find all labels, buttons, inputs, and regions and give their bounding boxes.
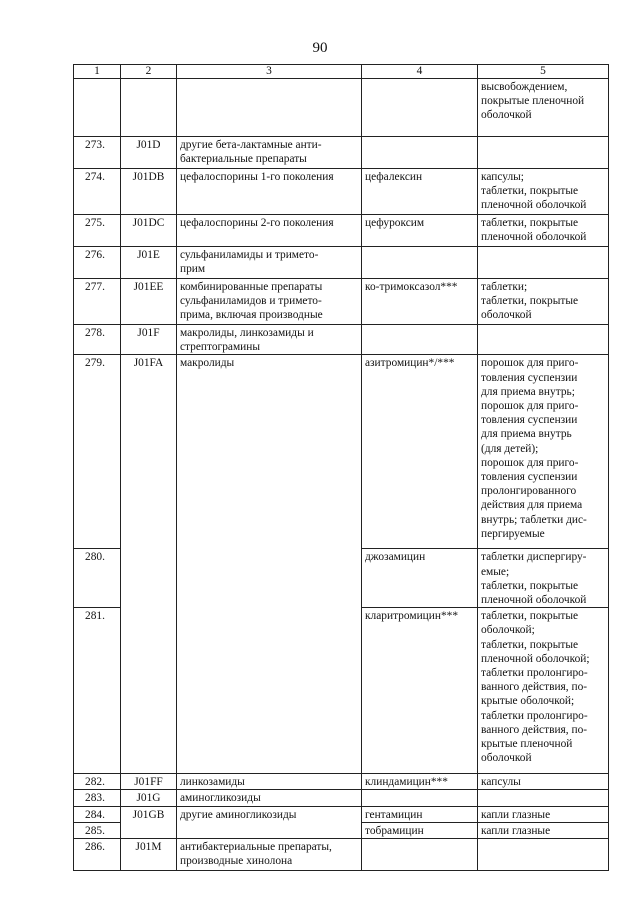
- col-header-4: 4: [362, 65, 478, 79]
- row-number: 275.: [74, 215, 121, 247]
- row-number: 281.: [74, 608, 121, 774]
- row-number: 276.: [74, 247, 121, 279]
- table-row: [74, 822, 609, 838]
- dosage-forms: [478, 839, 609, 871]
- atc-code: J01FF: [121, 774, 177, 790]
- group-name: [177, 608, 362, 774]
- row-number: 285.: [74, 822, 121, 838]
- table-row: [74, 137, 609, 169]
- table-row: [74, 549, 609, 608]
- drug-name: цефуроксим: [362, 215, 478, 247]
- drug-name: [362, 247, 478, 279]
- drug-name: [362, 325, 478, 355]
- dosage-forms: капсулы; таблетки, покрытые пленочной оболочкой: [478, 169, 609, 215]
- dosage-forms: [478, 325, 609, 355]
- col-header-1: 1: [74, 65, 121, 79]
- drug-name: гентамицин: [362, 806, 478, 822]
- group-name: макролиды: [177, 355, 362, 549]
- atc-code: J01EE: [121, 279, 177, 325]
- group-name: макролиды, линкозамиды и стрептограмины: [177, 325, 362, 355]
- dosage-forms: таблетки, покрытые пленочной оболочкой: [478, 215, 609, 247]
- atc-code: [121, 549, 177, 608]
- drug-list-table: [73, 64, 609, 871]
- table-row: [74, 279, 609, 325]
- table-row: [74, 215, 609, 247]
- dosage-forms: таблетки, покрытые оболочкой; таблетки, покрытые пленочной оболочкой; таблетки пролонгиро- ванного действия, по- крытые оболочкой; таблетки пролонгиро- ванного действия, по- крытые пленочной оболочкой: [478, 608, 609, 774]
- group-name: антибактериальные препараты, производные хинолона: [177, 839, 362, 871]
- drug-name: [362, 839, 478, 871]
- col-header-5: 5: [478, 65, 609, 79]
- table-row: [74, 169, 609, 215]
- atc-code: J01FA: [121, 355, 177, 549]
- row-number: 274.: [74, 169, 121, 215]
- atc-code: J01GB: [121, 806, 177, 822]
- group-name: аминогликозиды: [177, 790, 362, 806]
- atc-code: J01F: [121, 325, 177, 355]
- drug-name: [362, 137, 478, 169]
- col-header-2: 2: [121, 65, 177, 79]
- row-number: 282.: [74, 774, 121, 790]
- dosage-forms: капли глазные: [478, 806, 609, 822]
- drug-name: клиндамицин***: [362, 774, 478, 790]
- dosage-forms: капли глазные: [478, 822, 609, 838]
- row-number: 277.: [74, 279, 121, 325]
- atc-code: [121, 822, 177, 838]
- atc-code: J01DC: [121, 215, 177, 247]
- group-name: линкозамиды: [177, 774, 362, 790]
- group-name: сульфаниламиды и тримето- прим: [177, 247, 362, 279]
- table-row: [74, 608, 609, 774]
- row-number: 273.: [74, 137, 121, 169]
- group-name: цефалоспорины 1-го поколения: [177, 169, 362, 215]
- table-row: [74, 325, 609, 355]
- row-number: 280.: [74, 549, 121, 608]
- row-number: 279.: [74, 355, 121, 549]
- group-name: [177, 822, 362, 838]
- atc-code: [121, 608, 177, 774]
- row-number: 284.: [74, 806, 121, 822]
- group-name: цефалоспорины 2-го поколения: [177, 215, 362, 247]
- dosage-forms: таблетки диспергиру- емые; таблетки, покрытые пленочной оболочкой: [478, 549, 609, 608]
- table-row: [74, 839, 609, 871]
- group-name: другие аминогликозиды: [177, 806, 362, 822]
- page-number: 90: [312, 40, 328, 56]
- atc-code: J01E: [121, 247, 177, 279]
- atc-code: J01D: [121, 137, 177, 169]
- group-name: [177, 79, 362, 137]
- atc-code: J01DB: [121, 169, 177, 215]
- row-number: 283.: [74, 790, 121, 806]
- table-row: [74, 247, 609, 279]
- dosage-forms: [478, 790, 609, 806]
- drug-name: азитромицин*/***: [362, 355, 478, 549]
- drug-name: цефалексин: [362, 169, 478, 215]
- col-header-3: 3: [177, 65, 362, 79]
- group-name: другие бета-лактамные анти- бактериальные препараты: [177, 137, 362, 169]
- atc-code: J01M: [121, 839, 177, 871]
- dosage-forms: капсулы: [478, 774, 609, 790]
- table-row: [74, 355, 609, 549]
- row-number: [74, 79, 121, 137]
- drug-name: кларитромицин***: [362, 608, 478, 774]
- drug-name: джозамицин: [362, 549, 478, 608]
- drug-name: ко-тримоксазол***: [362, 279, 478, 325]
- drug-name: тобрамицин: [362, 822, 478, 838]
- table-row: [74, 790, 609, 806]
- atc-code: [121, 79, 177, 137]
- atc-code: J01G: [121, 790, 177, 806]
- row-number: 278.: [74, 325, 121, 355]
- dosage-forms: высвобождением, покрытые пленочной оболочкой: [478, 79, 609, 137]
- table-header-row: [74, 65, 609, 79]
- table-row-continuation: [74, 79, 609, 137]
- dosage-forms: таблетки; таблетки, покрытые оболочкой: [478, 279, 609, 325]
- dosage-forms: [478, 247, 609, 279]
- group-name: комбинированные препараты сульфаниламидов и тримето- прима, включая производные: [177, 279, 362, 325]
- drug-name: [362, 790, 478, 806]
- dosage-forms: [478, 137, 609, 169]
- row-number: 286.: [74, 839, 121, 871]
- table-row: [74, 806, 609, 822]
- dosage-forms: порошок для приго- товления суспензии для приема внутрь; порошок для приго- товления суспензии для приема внутрь (для детей); порошок для приго- товления суспензии пролонгированного действия для приема внутрь; таблетки дис- пергируемые: [478, 355, 609, 549]
- group-name: [177, 549, 362, 608]
- table-row: [74, 774, 609, 790]
- drug-name: [362, 79, 478, 137]
